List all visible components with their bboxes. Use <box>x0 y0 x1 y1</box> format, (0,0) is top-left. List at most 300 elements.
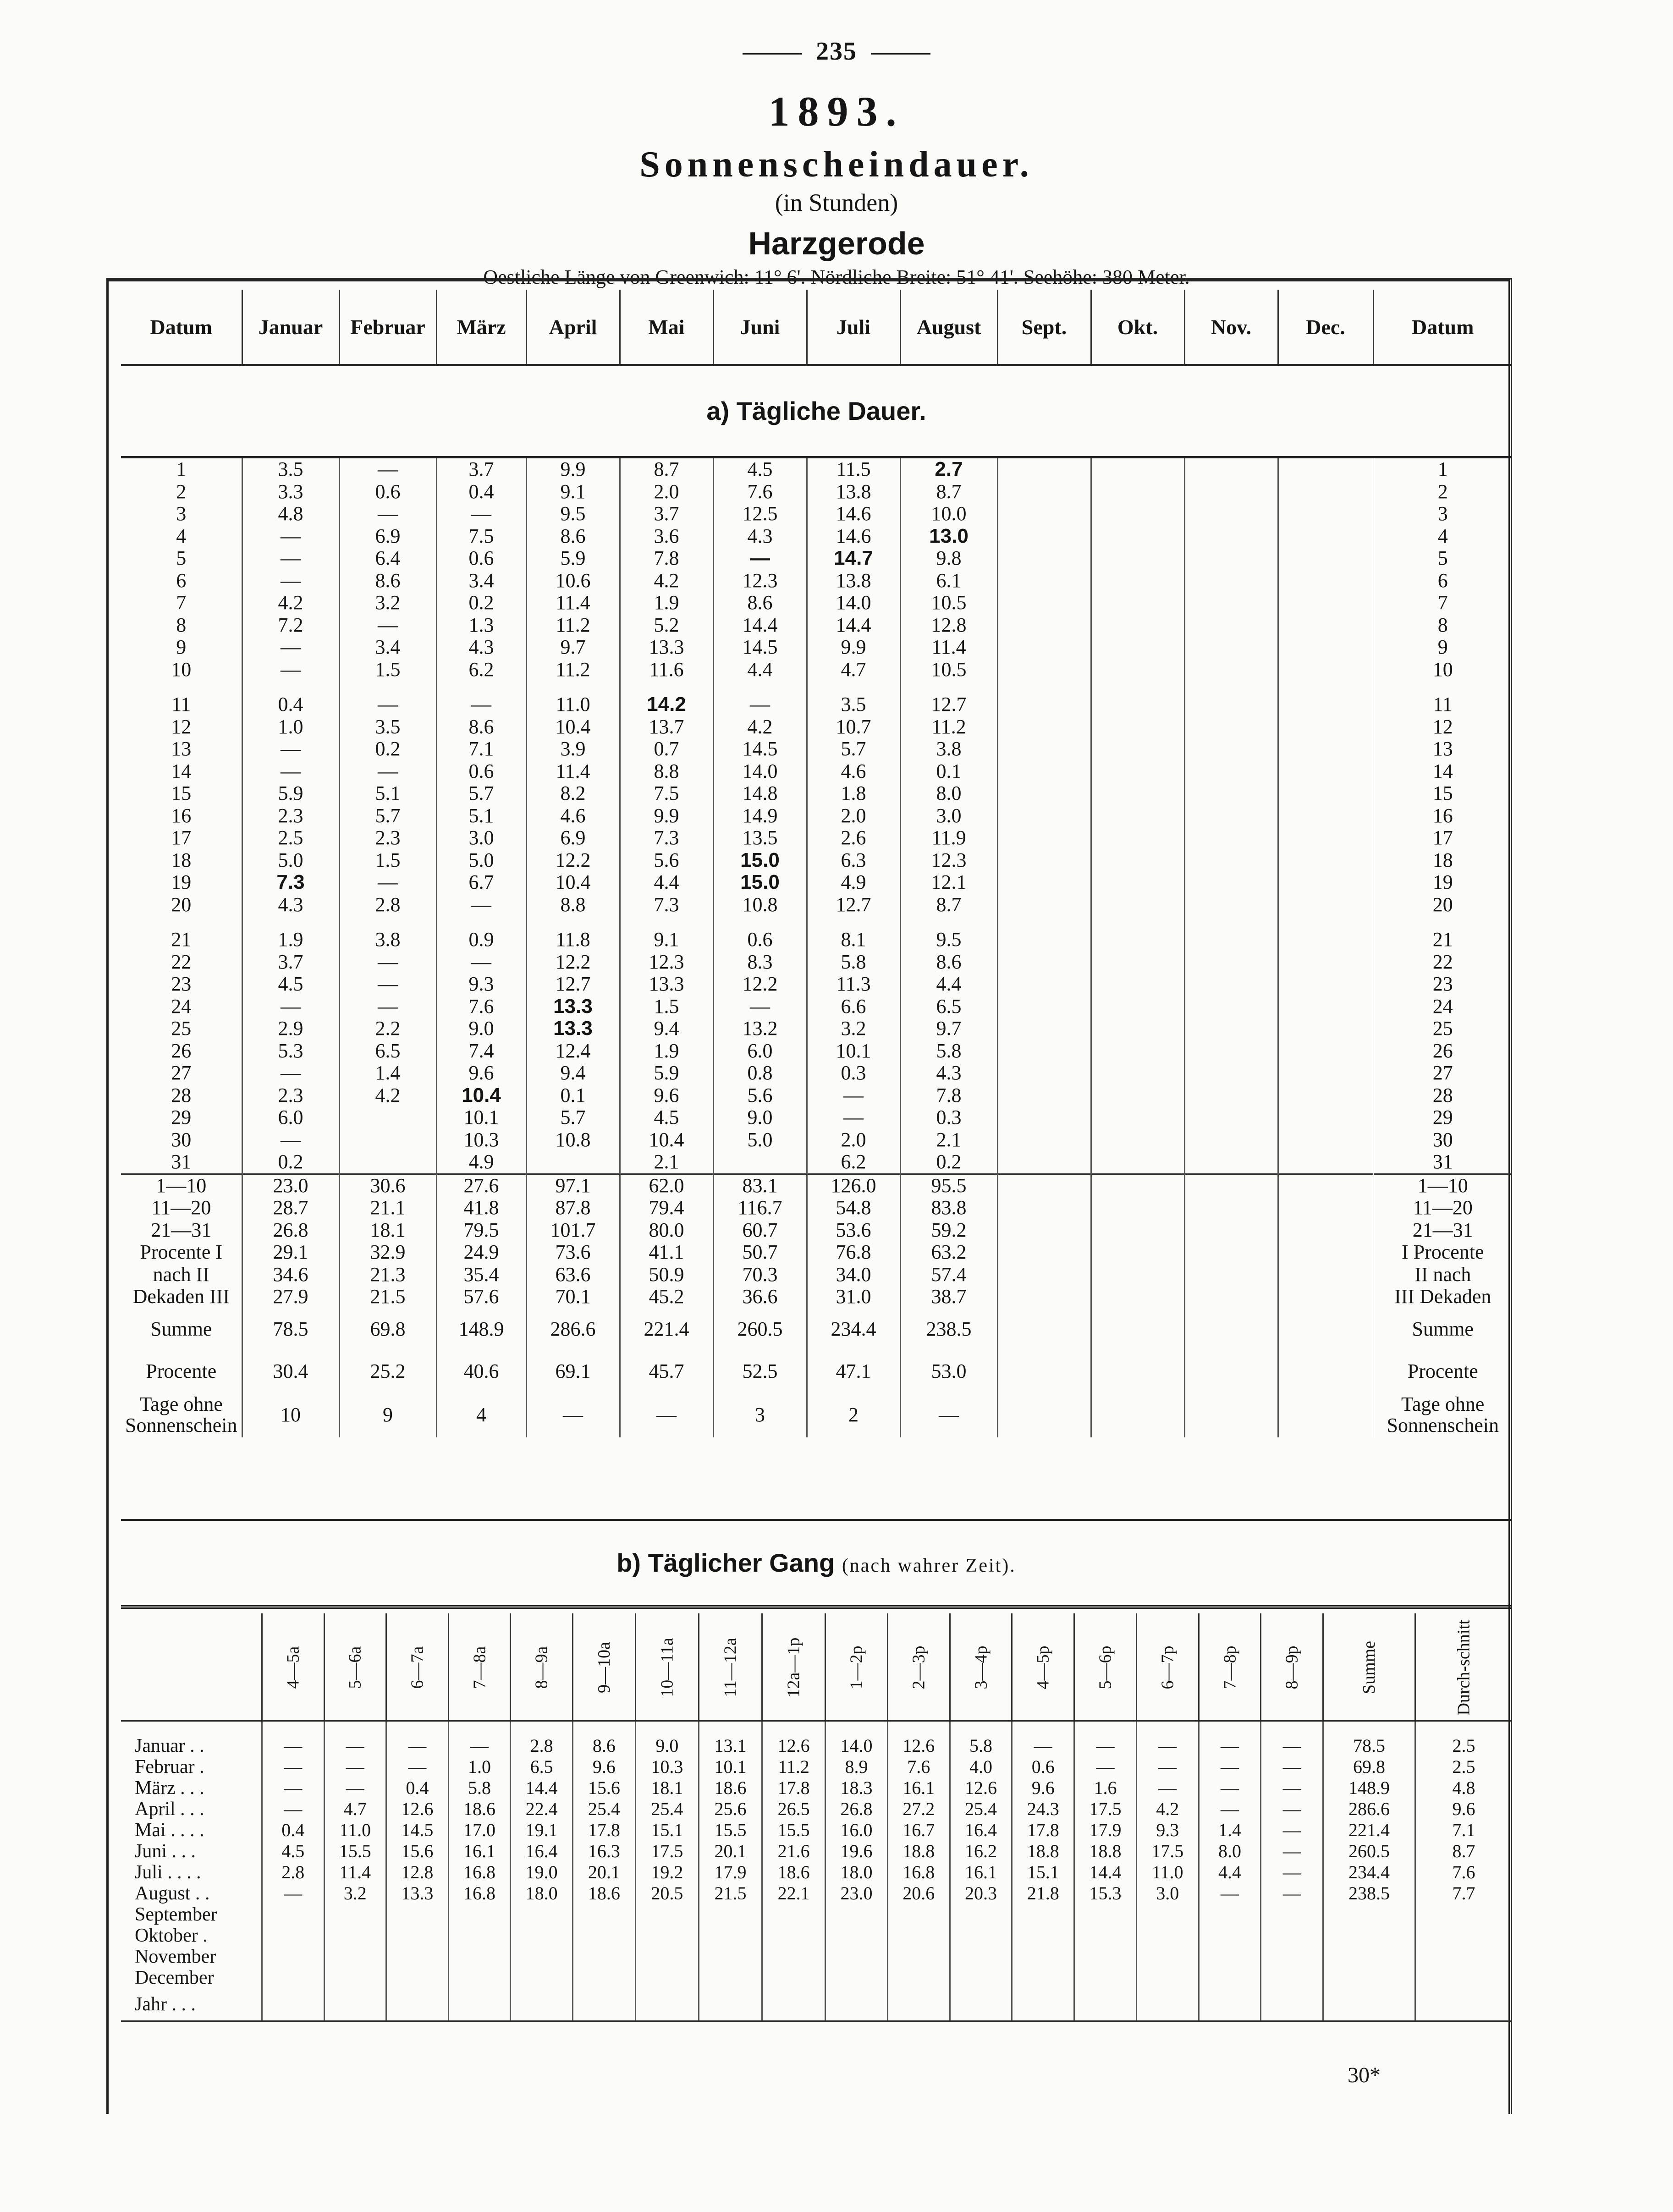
day-value: 13.5 <box>713 827 807 849</box>
monthly-percent-value: 47.1 <box>807 1350 900 1392</box>
day-value: 0.1 <box>900 760 997 783</box>
day-value: — <box>713 547 807 570</box>
gap-cell <box>713 681 807 693</box>
hour-value: 17.5 <box>1136 1841 1199 1862</box>
day-row <box>121 457 1512 481</box>
hour-value <box>1261 1988 1323 2021</box>
hour-value: — <box>1261 1883 1323 1904</box>
day-value <box>1091 1106 1184 1129</box>
page-number <box>0 37 1673 66</box>
day-value <box>997 805 1091 827</box>
hour-value: 25.4 <box>572 1799 635 1820</box>
hour-value: — <box>262 1735 324 1756</box>
day-value: — <box>242 738 339 760</box>
day-value: 2.9 <box>242 1018 339 1040</box>
day-value: 2.8 <box>339 894 436 916</box>
day-value: 11.4 <box>900 636 997 659</box>
day-value: 14.6 <box>807 503 900 525</box>
decade-value: 53.6 <box>807 1219 900 1242</box>
day-value <box>1091 973 1184 996</box>
monthly-sum-value <box>1091 1308 1184 1350</box>
day-label: 26 <box>171 1039 192 1062</box>
day-value: 0.4 <box>436 481 526 503</box>
hour-value: 9.3 <box>1136 1820 1199 1841</box>
day-value: 8.1 <box>807 929 900 951</box>
hour-value: 4.8 <box>1415 1777 1512 1799</box>
percent-value: 63.2 <box>900 1241 997 1264</box>
month-row <box>121 1756 1512 1777</box>
hour-value <box>1415 1988 1512 2021</box>
hour-value: — <box>262 1777 324 1799</box>
days-without-sun-label: Tage ohne Sonnenschein <box>125 1392 237 1436</box>
monthly-sum-value <box>997 1308 1091 1350</box>
hour-value: — <box>1074 1735 1137 1756</box>
col-hour-label: 7—8a <box>470 1646 490 1689</box>
day-value <box>1091 1040 1184 1062</box>
decade-value: 28.7 <box>242 1197 339 1219</box>
day-value: 14.7 <box>807 547 900 570</box>
pad-cell <box>1012 1721 1074 1735</box>
day-value: 8.0 <box>900 782 997 805</box>
hour-value: 7.1 <box>1415 1820 1512 1841</box>
day-value <box>1278 1084 1373 1107</box>
day-value: 11.9 <box>900 827 997 849</box>
hour-value <box>762 1967 825 1988</box>
monthly-sum-value: 238.5 <box>900 1308 997 1350</box>
hour-value <box>1199 1904 1261 1925</box>
hour-value <box>1261 1904 1323 1925</box>
hour-value: 18.6 <box>699 1777 762 1799</box>
gap-cell <box>526 916 620 929</box>
day-value <box>997 760 1091 783</box>
hour-value <box>1261 1946 1323 1967</box>
year-heading: 1893. <box>768 88 905 135</box>
day-value <box>997 570 1091 592</box>
day-value: 14.4 <box>807 614 900 637</box>
day-value: 4.2 <box>713 716 807 738</box>
hour-value: — <box>1261 1862 1323 1883</box>
gap-row <box>121 916 1512 929</box>
hour-value <box>448 1904 511 1925</box>
day-row <box>121 1129 1512 1151</box>
monthly-sum-value: 221.4 <box>620 1308 713 1350</box>
day-value <box>1091 457 1184 481</box>
hour-value: 0.4 <box>262 1820 324 1841</box>
day-value <box>997 827 1091 849</box>
hour-value <box>1012 1988 1074 2021</box>
percent-value <box>1184 1241 1278 1264</box>
hour-value: 12.8 <box>386 1862 449 1883</box>
day-label-right: 4 <box>1373 525 1512 548</box>
hour-value: 6.5 <box>511 1756 573 1777</box>
gap-cell <box>1091 916 1184 929</box>
hour-value: 15.6 <box>572 1777 635 1799</box>
day-value: 6.2 <box>436 659 526 681</box>
day-value <box>1091 1084 1184 1107</box>
percent-value: 57.6 <box>436 1286 526 1308</box>
day-value: 14.5 <box>713 636 807 659</box>
day-value: 11.0 <box>526 693 620 716</box>
hour-value: — <box>324 1777 386 1799</box>
day-row <box>121 525 1512 548</box>
day-value <box>1184 1018 1278 1040</box>
day-value: 10.6 <box>526 570 620 592</box>
hour-value: 4.4 <box>1199 1862 1261 1883</box>
day-value: 1.9 <box>242 929 339 951</box>
hour-value: 19.6 <box>825 1841 888 1862</box>
month-row <box>121 1967 1512 1988</box>
day-label: 2 <box>176 480 187 503</box>
days-without-sun-value: 9 <box>339 1392 436 1437</box>
day-label: 30 <box>171 1128 192 1151</box>
gap-cell <box>620 916 713 929</box>
day-value: 3.5 <box>242 457 339 481</box>
col-month: Februar <box>339 290 436 365</box>
station-name: Harzgerode <box>748 226 925 261</box>
day-value <box>1278 996 1373 1018</box>
hour-value: 9.6 <box>1012 1777 1074 1799</box>
day-value: 13.0 <box>900 525 997 548</box>
day-value: — <box>339 760 436 783</box>
pad-cell <box>825 1721 888 1735</box>
month-row <box>121 1799 1512 1820</box>
month-label: Mai . . . . <box>135 1820 204 1841</box>
hour-value: 11.0 <box>1136 1862 1199 1883</box>
day-value: 0.2 <box>242 1151 339 1174</box>
day-value <box>1184 1106 1278 1129</box>
day-value: 3.0 <box>900 805 997 827</box>
hour-value: 21.6 <box>762 1841 825 1862</box>
day-value: 10.5 <box>900 592 997 614</box>
hour-value <box>386 1925 449 1946</box>
station-coordinates: Oestliche Länge von Greenwich: 11° 6'. Nördliche Breite: 51° 41'. Seehöhe: 380 Meter. <box>483 266 1190 288</box>
day-value: 8.8 <box>526 894 620 916</box>
day-value: 4.3 <box>242 894 339 916</box>
decade-label: 1—10 <box>121 1174 242 1197</box>
day-value: 4.8 <box>242 503 339 525</box>
day-value: 0.7 <box>620 738 713 760</box>
day-label-right: 15 <box>1373 782 1512 805</box>
hour-value <box>950 1904 1012 1925</box>
hour-value: — <box>324 1735 386 1756</box>
day-value: 10.8 <box>713 894 807 916</box>
day-value: 6.5 <box>900 996 997 1018</box>
day-value <box>997 1106 1091 1129</box>
days-without-sun-value <box>997 1392 1091 1437</box>
day-value: 9.5 <box>900 929 997 951</box>
pad-cell <box>1323 1721 1415 1735</box>
hour-value: — <box>324 1756 386 1777</box>
day-value: 14.0 <box>807 592 900 614</box>
section-b-heading: b) Täglicher Gang <box>616 1548 835 1577</box>
hour-value: 1.6 <box>1074 1777 1137 1799</box>
day-value: 5.7 <box>807 738 900 760</box>
day-label: 28 <box>171 1084 192 1106</box>
day-value <box>997 547 1091 570</box>
decade-value: 83.1 <box>713 1174 807 1197</box>
day-row <box>121 738 1512 760</box>
hour-value: 26.5 <box>762 1799 825 1820</box>
day-value <box>1184 1084 1278 1107</box>
col-month: Sept. <box>997 290 1091 365</box>
day-value: 1.9 <box>620 1040 713 1062</box>
day-value <box>997 592 1091 614</box>
day-value: 4.2 <box>242 592 339 614</box>
gap-cell <box>900 681 997 693</box>
day-label: 13 <box>171 737 192 760</box>
day-label-right: 6 <box>1373 570 1512 592</box>
hour-value <box>825 1904 888 1925</box>
col-hour <box>950 1613 1012 1721</box>
col-hour-label: 5—6a <box>345 1646 365 1689</box>
hour-value: 4.2 <box>1136 1799 1199 1820</box>
month-row <box>121 1988 1512 2021</box>
decade-row <box>121 1197 1512 1219</box>
day-label: 11 <box>171 693 191 716</box>
day-value: 9.0 <box>436 1018 526 1040</box>
day-label-right: 11 <box>1373 693 1512 716</box>
day-value: 9.9 <box>526 457 620 481</box>
day-value: 10.4 <box>526 716 620 738</box>
day-value: 3.8 <box>900 738 997 760</box>
day-value: 11.4 <box>526 592 620 614</box>
month-label: Juli . . . . <box>135 1862 201 1883</box>
decade-row <box>121 1174 1512 1197</box>
day-value: 14.8 <box>713 782 807 805</box>
hour-value <box>887 1967 950 1988</box>
day-value: 4.5 <box>713 457 807 481</box>
day-value: 12.7 <box>526 973 620 996</box>
col-hour <box>1323 1613 1415 1721</box>
day-value: 8.6 <box>900 951 997 974</box>
day-value <box>1091 1018 1184 1040</box>
days-without-sun-value: — <box>620 1392 713 1437</box>
day-value <box>997 782 1091 805</box>
hour-value <box>1323 1946 1415 1967</box>
hour-value: 11.4 <box>324 1862 386 1883</box>
day-value: 14.6 <box>807 525 900 548</box>
gap-cell <box>900 916 997 929</box>
day-label-right: 27 <box>1373 1062 1512 1084</box>
day-value: — <box>339 951 436 974</box>
hour-value: 17.5 <box>1074 1799 1137 1820</box>
col-month: Okt. <box>1091 290 1184 365</box>
col-month: Juli <box>807 290 900 365</box>
decade-value: 27.6 <box>436 1174 526 1197</box>
section-a-row <box>121 365 1512 457</box>
day-label-right: 22 <box>1373 951 1512 974</box>
days-without-sun-value: 4 <box>436 1392 526 1437</box>
day-row <box>121 481 1512 503</box>
day-value: 8.3 <box>713 951 807 974</box>
hour-value <box>950 1967 1012 1988</box>
day-value: 7.4 <box>436 1040 526 1062</box>
month-row <box>121 1925 1512 1946</box>
hour-value: 16.1 <box>448 1841 511 1862</box>
days-without-sun-value: 10 <box>242 1392 339 1437</box>
day-value: 0.3 <box>900 1106 997 1129</box>
day-value: 3.7 <box>620 503 713 525</box>
hour-value: 20.5 <box>635 1883 699 1904</box>
day-row <box>121 1062 1512 1084</box>
hour-value <box>262 1988 324 2021</box>
monthly-percent-value <box>1278 1350 1373 1392</box>
day-value: — <box>339 503 436 525</box>
day-value: 0.2 <box>339 738 436 760</box>
day-value: 5.0 <box>713 1129 807 1151</box>
day-row <box>121 849 1512 872</box>
percent-value: 63.6 <box>526 1264 620 1286</box>
col-hour <box>572 1613 635 1721</box>
percent-row <box>121 1286 1512 1308</box>
decade-value: 87.8 <box>526 1197 620 1219</box>
col-hour-label: 6—7a <box>407 1646 427 1689</box>
day-value: 2.6 <box>807 827 900 849</box>
day-value: 1.5 <box>620 996 713 1018</box>
monthly-sum-value: 260.5 <box>713 1308 807 1350</box>
hour-value: 12.6 <box>887 1735 950 1756</box>
day-value: 2.3 <box>339 827 436 849</box>
day-value <box>1278 1062 1373 1084</box>
day-value: 5.6 <box>713 1084 807 1107</box>
day-value: 5.1 <box>339 782 436 805</box>
percent-row <box>121 1264 1512 1286</box>
day-value <box>1278 547 1373 570</box>
hour-value: 11.2 <box>762 1756 825 1777</box>
day-value <box>1184 547 1278 570</box>
day-value <box>997 1084 1091 1107</box>
day-value: 4.4 <box>900 973 997 996</box>
day-value: 13.2 <box>713 1018 807 1040</box>
hour-value: 8.6 <box>572 1735 635 1756</box>
decade-value: 101.7 <box>526 1219 620 1242</box>
day-row <box>121 973 1512 996</box>
day-value: 11.2 <box>526 614 620 637</box>
day-label: 15 <box>171 782 192 805</box>
percent-label-right: II nach <box>1373 1264 1512 1286</box>
hour-value: — <box>1261 1799 1323 1820</box>
hour-value <box>1323 1925 1415 1946</box>
col-hour-label: 8—9p <box>1282 1645 1302 1689</box>
hour-value <box>572 1925 635 1946</box>
day-value: 9.7 <box>526 636 620 659</box>
day-value: 10.4 <box>526 871 620 894</box>
day-label: 8 <box>176 613 187 636</box>
day-value: 11.2 <box>900 716 997 738</box>
day-value: 3.7 <box>242 951 339 974</box>
monthly-sum-row <box>121 1308 1512 1350</box>
day-value: 13.3 <box>526 1018 620 1040</box>
col-hour-label: 2—3p <box>909 1645 929 1689</box>
hour-value: 69.8 <box>1323 1756 1415 1777</box>
hour-value <box>887 1946 950 1967</box>
day-value: — <box>339 457 436 481</box>
day-value <box>1278 716 1373 738</box>
hour-value: 20.3 <box>950 1883 1012 1904</box>
day-value: 8.8 <box>620 760 713 783</box>
hour-value: 234.4 <box>1323 1862 1415 1883</box>
hour-value <box>887 1988 950 2021</box>
day-label-right: 13 <box>1373 738 1512 760</box>
daily-course-table <box>121 1613 1512 2022</box>
hour-value: 16.0 <box>825 1820 888 1841</box>
pad-cell <box>699 1721 762 1735</box>
hour-value: 18.6 <box>762 1862 825 1883</box>
day-row <box>121 760 1512 783</box>
day-value <box>997 929 1091 951</box>
monthly-percent-value <box>997 1350 1091 1392</box>
monthly-sum-value: 78.5 <box>242 1308 339 1350</box>
day-value <box>1278 525 1373 548</box>
day-value: 13.8 <box>807 570 900 592</box>
day-value <box>1278 503 1373 525</box>
col-hour <box>324 1613 386 1721</box>
days-without-sun-value <box>1278 1392 1373 1437</box>
day-value: 9.8 <box>900 547 997 570</box>
hour-value <box>762 1925 825 1946</box>
hour-value: 19.2 <box>635 1862 699 1883</box>
day-label-right: 31 <box>1373 1151 1512 1174</box>
hour-value: 3.2 <box>324 1883 386 1904</box>
day-value: 13.7 <box>620 716 713 738</box>
day-value: 7.3 <box>620 827 713 849</box>
day-value: 15.0 <box>713 849 807 872</box>
hour-value: — <box>1012 1735 1074 1756</box>
percent-value: 36.6 <box>713 1286 807 1308</box>
hour-value <box>262 1967 324 1988</box>
day-value: 10.3 <box>436 1129 526 1151</box>
percent-value: 29.1 <box>242 1241 339 1264</box>
day-label: 29 <box>171 1106 192 1129</box>
hour-value <box>1415 1946 1512 1967</box>
day-value <box>1091 894 1184 916</box>
hour-value: 238.5 <box>1323 1883 1415 1904</box>
hour-value: 12.6 <box>386 1799 449 1820</box>
day-row <box>121 894 1512 916</box>
day-value <box>997 1040 1091 1062</box>
day-value <box>997 871 1091 894</box>
hour-value <box>511 1925 573 1946</box>
col-hour-label: 4—5p <box>1033 1645 1053 1689</box>
day-value: 0.6 <box>339 481 436 503</box>
hour-value <box>1415 1904 1512 1925</box>
decade-label-right: 11—20 <box>1373 1197 1512 1219</box>
day-value: 1.5 <box>339 849 436 872</box>
day-value: 4.9 <box>807 871 900 894</box>
hour-value: 23.0 <box>825 1883 888 1904</box>
day-value <box>1184 693 1278 716</box>
days-without-sun-label-right: Tage ohne Sonnenschein <box>1373 1392 1512 1437</box>
decade-value: 23.0 <box>242 1174 339 1197</box>
hour-value: 18.8 <box>887 1841 950 1862</box>
month-label: Oktober . <box>135 1925 208 1946</box>
hour-value: 148.9 <box>1323 1777 1415 1799</box>
day-value <box>1278 1106 1373 1129</box>
gap-cell <box>121 916 242 929</box>
hour-value <box>1136 1967 1199 1988</box>
day-value: 15.0 <box>713 871 807 894</box>
day-value: 10.4 <box>620 1129 713 1151</box>
col-hour-label: 10—11a <box>657 1637 677 1697</box>
month-label: Juni . . . <box>135 1841 196 1862</box>
percent-value <box>997 1286 1091 1308</box>
pad-cell <box>121 1721 262 1735</box>
day-value: 12.3 <box>620 951 713 974</box>
hour-value: 16.4 <box>950 1820 1012 1841</box>
hour-value: 14.5 <box>386 1820 449 1841</box>
hour-value: — <box>262 1756 324 1777</box>
day-label: 14 <box>171 759 192 782</box>
